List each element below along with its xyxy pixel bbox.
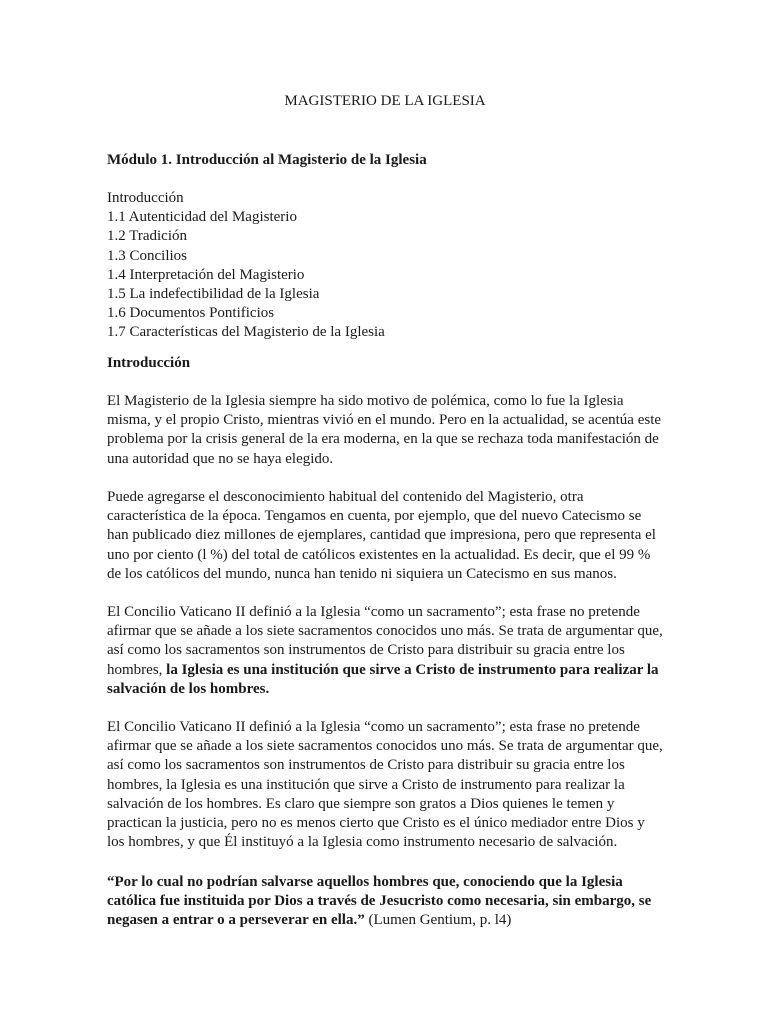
paragraph-3	[107, 603, 663, 699]
toc-item-1-7: 1.7 Características del Magisterio de la Iglesia	[107, 324, 385, 341]
toc-item-1-5: 1.5 La indefectibilidad de la Iglesia	[107, 286, 320, 303]
module-title: Módulo 1. Introducción al Magisterio de la Iglesia	[107, 152, 427, 168]
quote-paragraph	[107, 873, 663, 931]
quote-text: “Por lo cual no podrían salvarse aquellos hombres que, conociendo que la Iglesia católica fue instituida por Dios a través de Jesucristo como necesaria, sin embargo, se negasen a entrar o a perseverar en ella.”	[107, 874, 652, 929]
document-title: MAGISTERIO DE LA IGLESIA	[284, 93, 486, 109]
toc-item-1-3: 1.3 Concilios	[107, 247, 188, 264]
paragraph-4: El Concilio Vaticano II definió a la Iglesia “como un sacramento”; esta frase no pretende afirmar que se añade a los siete sacramentos conocidos uno más. Se trata de argumentar que, así como los sacramentos son instrumentos de Cristo para distribuir su gracia entre los hombres, la Iglesia es una institución que sirve a Cristo de instrumento para realizar la salvación de los hombres. Es claro que siempre son gratos a Dios quienes le temen y practican la justicia, pero no es menos cierto que Cristo es el único mediador entre Dios y los hombres, y que Él instituyó a la Iglesia como instrumento necesario de salvación.	[107, 719, 663, 851]
toc-item-introduccion: Introducción	[107, 190, 184, 206]
paragraph-3-bold-text: la Iglesia es una institución que sirve a Cristo de instrumento para realizar la salvación de los hombres.	[107, 661, 659, 697]
paragraph-1: El Magisterio de la Iglesia siempre ha sido motivo de polémica, como lo fue la Iglesia misma, y el propio Cristo, mientras vivió en el mundo. Pero en la actualidad, se acentúa este problema por la crisis general de la era moderna, en la que se rechaza toda manifestación de una autoridad que no se haya elegido.	[107, 393, 662, 467]
toc-item-1-1: 1.1 Autenticidad del Magisterio	[107, 209, 297, 226]
toc-item-1-6: 1.6 Documentos Pontificios	[107, 305, 275, 322]
paragraph-2: Puede agregarse el desconocimiento habitual del contenido del Magisterio, otra característica de la época. Tengamos en cuenta, por ejemplo, que del nuevo Catecismo se han publicado diez millones de ejemplares, cantidad que impresiona, pero que representa el uno por ciento (l %) del total de católicos existentes en la actualidad. Es decir, que el 99 % de los católicos del mundo, nunca han tenido ni siquiera un Catecismo en sus manos.	[107, 489, 656, 582]
table-of-contents	[107, 189, 385, 343]
paragraph-3-text: El Concilio Vaticano II definió a la Iglesia “como un sacramento”; esta frase no pretende afirmar que se añade a los siete sacramentos conocidos uno más. Se trata de argumentar que, así como los sacramentos son instrumentos de Cristo para distribuir su gracia entre los hombres,	[107, 604, 663, 678]
toc-item-1-2: 1.2 Tradición	[107, 228, 188, 245]
quote-citation: (Lumen Gentium, p. l4)	[364, 912, 512, 929]
toc-item-1-4: 1.4 Interpretación del Magisterio	[107, 266, 305, 283]
section-heading-introduccion: Introducción	[107, 355, 191, 371]
